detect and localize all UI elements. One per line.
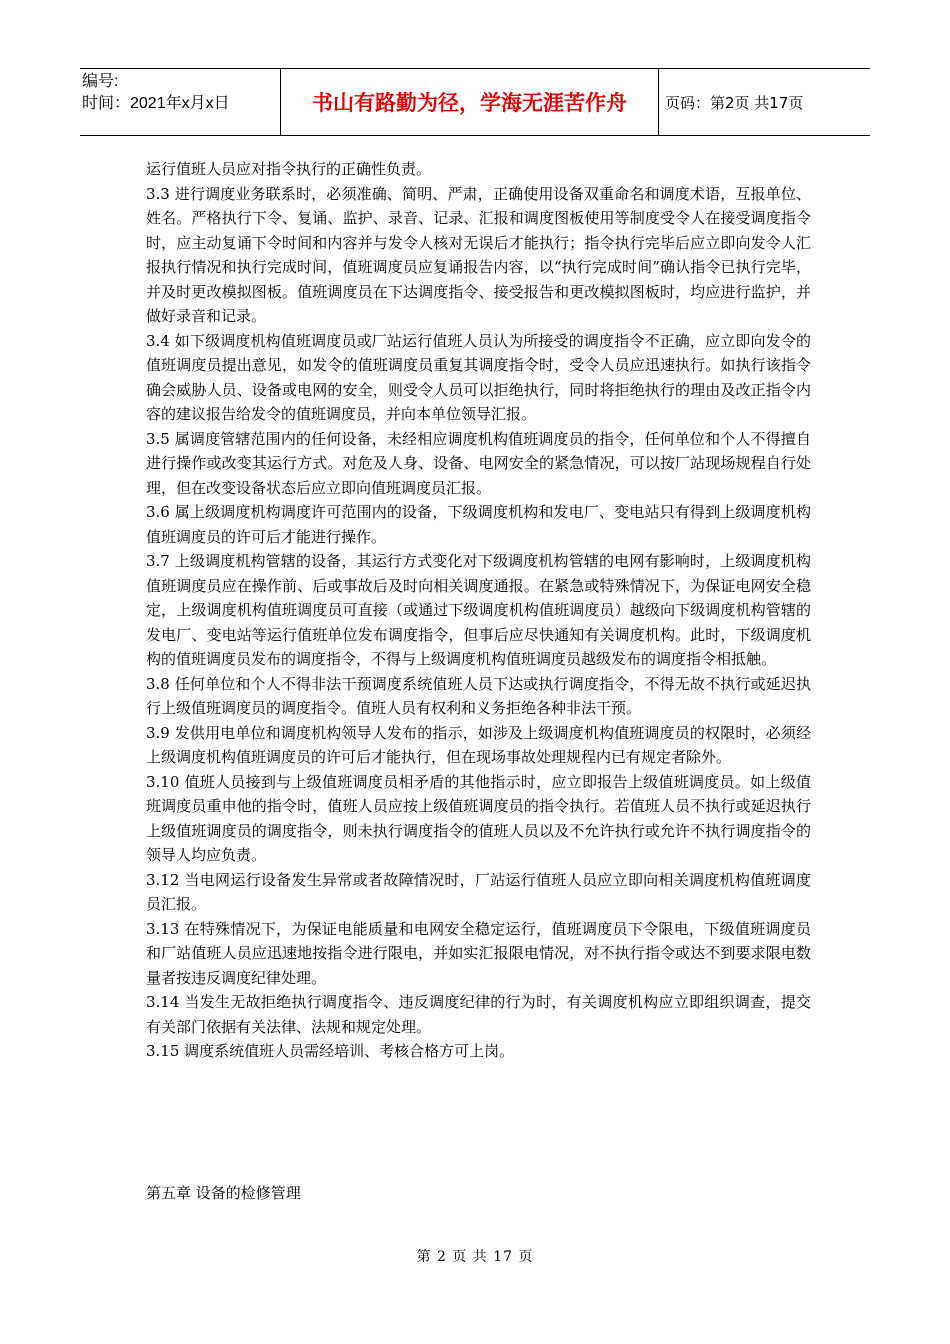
document-number-label: 编号: — [82, 73, 119, 90]
paragraph: 3.3 进行调度业务联系时，必须准确、简明、严肃，正确使用设备双重命名和调度术语，互报单位、姓名。严格执行下令、复诵、监护、录音、记录、汇报和调度图板使用等制度受令人在接受调度指令时，应主动复诵下令时间和内容并与发令人核对无误后才能执行；指令执行完毕后应立即向发令人汇报执行情况和执行完成时间，值班调度员应复诵报告内容，以“执行完成时间”确认指令已执行完毕，并及时更改模拟图板。值班调度员在下达调度指令、接受报告和更改模拟图板时，均应进行监护，并做好录音和记录。 — [146, 184, 811, 325]
document-time-label: 时间：2021年x月x日 — [82, 95, 230, 112]
paragraph: 运行值班人员应对指令执行的正确性负责。 — [146, 160, 432, 178]
page-footer: 第 2 页 共 17 页 — [416, 1249, 534, 1265]
paragraph: 3.14 当发生无故拒绝执行调度指令、违反调度纪律的行为时，有关调度机构应立即组织调查，提交有关部门依据有关法律、法规和规定处理。 — [146, 993, 811, 1036]
paragraph: 3.5 属调度管辖范围内的任何设备，未经相应调度机构值班调度员的指令，任何单位和个人不得擅自进行操作或改变其运行方式。对危及人身、设备、电网安全的紧急情况，可以按厂站现场规程自行处理，但在改变设备状态后应立即向值班调度员汇报。 — [146, 429, 811, 497]
paragraph: 3.10 值班人员接到与上级值班调度员相矛盾的其他指示时，应立即报告上级值班调度员。如上级值班调度员重申他的指令时，值班人员应按上级值班调度员的指令执行。若值班人员不执行或延迟执行上级值班调度员的调度指令，则未执行调度指令的值班人员以及不允许执行或允许不执行调度指令的领导人均应负责。 — [146, 772, 811, 864]
body-text — [146, 157, 811, 1064]
paragraph: 3.12 当电网运行设备发生异常或者故障情况时，厂站运行值班人员应立即向相关调度机构值班调度员汇报。 — [146, 870, 811, 913]
paragraph: 3.6 属上级调度机构调度许可范围内的设备，下级调度机构和发电厂、变电站只有得到上级调度机构值班调度员的许可后才能进行操作。 — [146, 503, 811, 546]
paragraph: 3.4 如下级调度机构值班调度员或厂站运行值班人员认为所接受的调度指令不正确，应立即向发令的值班调度员提出意见，如发令的值班调度员重复其调度指令时，受令人员应迅速执行。如执行该指令确会威胁人员、设备或电网的安全，则受令人员可以拒绝执行，同时将拒绝执行的理由及改正指令内容的建议报告给发令的值班调度员，并向本单位领导汇报。 — [146, 331, 811, 423]
header-motto: 书山有路勤为径，学海无涯苦作舟 — [281, 69, 659, 135]
header-table — [80, 68, 870, 136]
paragraph: 3.7 上级调度机构管辖的设备，其运行方式变化对下级调度机构管辖的电网有影响时，上级调度机构值班调度员应在操作前、后或事故后及时向相关调度通报。在紧急或特殊情况下，为保证电网安全稳定，上级调度机构值班调度员可直接（或通过下级调度机构值班调度员）越级向下级调度机构管辖的发电厂、变电站等运行值班单位发布调度指令，但事后应尽快通知有关调度机构。此时，下级调度机构的值班调度员发布的调度指令，不得与上级调度机构值班调度员越级发布的调度指令相抵触。 — [146, 552, 811, 668]
paragraph: 3.15 调度系统值班人员需经培训、考核合格方可上岗。 — [146, 1042, 515, 1060]
paragraph: 3.13 在特殊情况下，为保证电能质量和电网安全稳定运行，值班调度员下令限电，下级值班调度员和厂站值班人员应迅速地按指令进行限电，并如实汇报限电情况，对不执行指令或达不到要求限电数量者按违反调度纪律处理。 — [146, 919, 811, 987]
chapter-title: 第五章 设备的检修管理 — [146, 1184, 301, 1202]
header-meta-cell — [80, 69, 281, 135]
header-page-info: 页码：第2页 共17页 — [665, 93, 804, 112]
paragraph: 3.8 任何单位和个人不得非法干预调度系统值班人员下达或执行调度指令，不得无故不执行或延迟执行上级值班调度员的调度指令。值班人员有权利和义务拒绝各种非法干预。 — [146, 674, 811, 717]
paragraph: 3.9 发供用电单位和调度机构领导人发布的指示，如涉及上级调度机构值班调度员的权限时，必须经上级调度机构值班调度员的许可后才能执行，但在现场事故处理规程内已有规定者除外。 — [146, 723, 811, 766]
